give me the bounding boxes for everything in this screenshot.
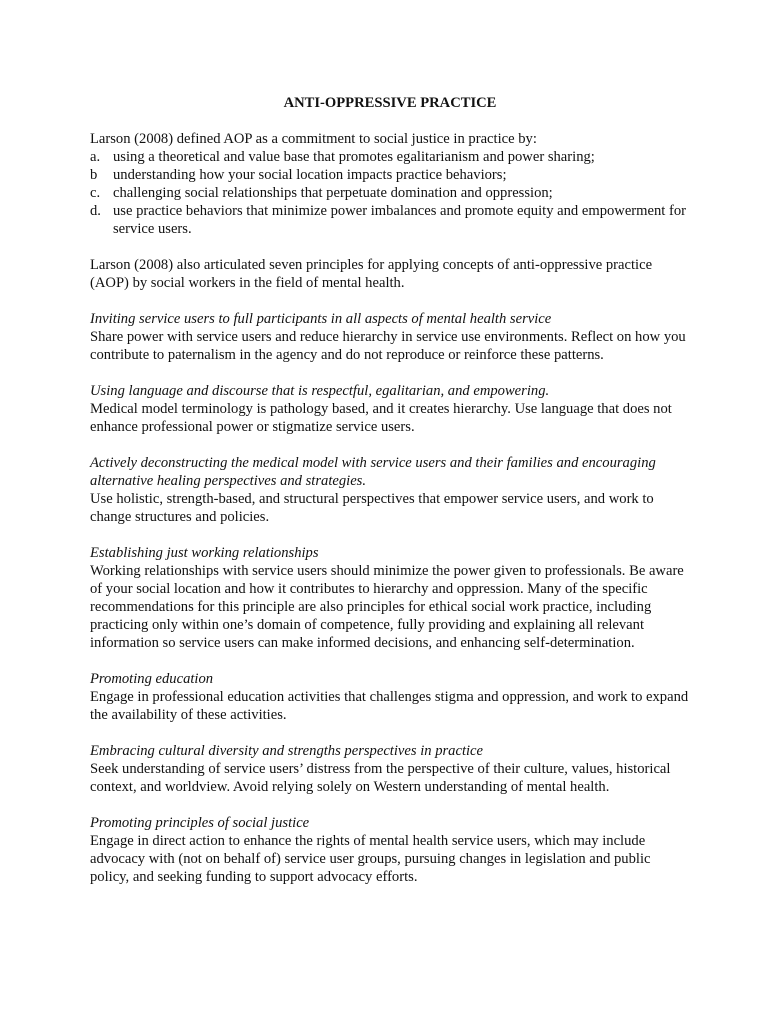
principle-heading: Promoting education xyxy=(90,671,214,687)
principle-section xyxy=(90,310,690,364)
intro-paragraph: Larson (2008) defined AOP as a commitment to social justice in practice by: xyxy=(90,131,537,147)
principle-section xyxy=(90,742,690,796)
paragraph-spacer xyxy=(90,238,690,256)
principle-body: Engage in direct action to enhance the rights of mental health service users, which may include advocacy with (not on behalf of) service user groups, pursuing changes in legislation and public policy, and seeking funding to support advocacy efforts. xyxy=(90,833,651,885)
list-marker: c. xyxy=(90,185,101,201)
list-marker: a. xyxy=(90,149,101,165)
principle-heading: Embracing cultural diversity and strengths perspectives in practice xyxy=(90,743,484,759)
list-item xyxy=(90,166,690,184)
paragraph-spacer xyxy=(90,652,690,670)
principle-body: Engage in professional education activities that challenges stigma and oppression, and work to expand the availability of these activities. xyxy=(90,689,689,723)
document-title: ANTI-OPPRESSIVE PRACTICE xyxy=(283,95,497,111)
paragraph-spacer xyxy=(90,292,690,310)
principle-heading: Inviting service users to full participants in all aspects of mental health service xyxy=(90,311,552,327)
principle-section xyxy=(90,454,690,526)
paragraph-spacer xyxy=(90,796,690,814)
principle-body: Medical model terminology is pathology based, and it creates hierarchy. Use language that does not enhance professional power or stigmatize service users. xyxy=(90,401,672,435)
list-item-text: understanding how your social location impacts practice behaviors; xyxy=(113,167,507,183)
paragraph-spacer xyxy=(90,436,690,454)
list-item xyxy=(90,148,690,166)
list-item xyxy=(90,184,690,202)
principle-heading: Using language and discourse that is respectful, egalitarian, and empowering. xyxy=(90,383,550,399)
list-marker: d. xyxy=(90,203,101,219)
list-item-text: using a theoretical and value base that promotes egalitarianism and power sharing; xyxy=(113,149,595,165)
principle-heading: Actively deconstructing the medical model with service users and their families and encouraging alternative healing perspectives and strategies. xyxy=(90,455,656,489)
principle-body: Seek understanding of service users’ distress from the perspective of their culture, values, historical context, and worldview. Avoid relying solely on Western understanding of mental health. xyxy=(90,761,671,795)
principles-intro-paragraph: Larson (2008) also articulated seven principles for applying concepts of anti-oppressive practice (AOP) by social workers in the field of mental health. xyxy=(90,257,653,291)
principle-body: Use holistic, strength-based, and structural perspectives that empower service users, and work to change structures and policies. xyxy=(90,491,654,525)
principle-heading: Promoting principles of social justice xyxy=(90,815,310,831)
list-item xyxy=(90,202,690,238)
principle-section xyxy=(90,814,690,886)
paragraph-spacer xyxy=(90,724,690,742)
paragraph-spacer xyxy=(90,526,690,544)
principle-heading: Establishing just working relationships xyxy=(90,545,319,561)
list-item-text: challenging social relationships that perpetuate domination and oppression; xyxy=(113,185,553,201)
document-page xyxy=(90,94,690,886)
list-item-text: use practice behaviors that minimize power imbalances and promote equity and empowerment for service users. xyxy=(113,203,687,237)
principle-section xyxy=(90,670,690,724)
paragraph-spacer xyxy=(90,364,690,382)
principle-section xyxy=(90,544,690,652)
principle-section xyxy=(90,382,690,436)
principle-body: Share power with service users and reduce hierarchy in service use environments. Reflect on how you contribute to paternalism in the agency and do not reproduce or reinforce these patterns. xyxy=(90,329,686,363)
aop-commitment-list xyxy=(90,148,690,238)
principle-body: Working relationships with service users should minimize the power given to professionals. Be aware of your social location and how it contributes to hierarchy and oppression. Many of the specific recommendations for this principle are also principles for ethical social work practice, including practicing only within one’s domain of competence, fully providing and explaining all relevant information so service users can make informed decisions, and enhancing self-determination. xyxy=(90,563,684,651)
list-marker: b xyxy=(90,167,98,183)
